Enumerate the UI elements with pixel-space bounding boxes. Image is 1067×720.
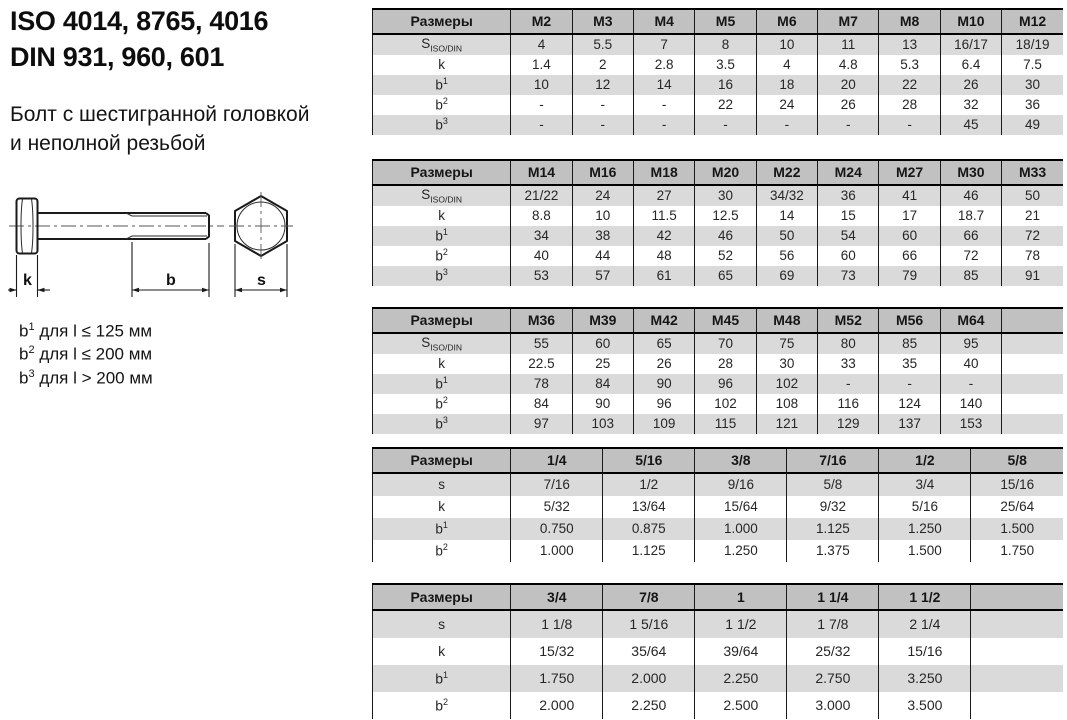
value-cell: 3.500 xyxy=(879,692,971,719)
value-cell: 1.125 xyxy=(787,518,879,540)
column-header: M18 xyxy=(633,160,694,185)
value-cell: 1.375 xyxy=(787,540,879,562)
row-label: $S_{ISO/DIN}$ xyxy=(373,333,511,354)
column-header: 1 1/4 xyxy=(787,584,879,610)
dim-label-k: k xyxy=(23,272,32,289)
value-cell: 96 xyxy=(633,394,694,414)
table-row xyxy=(373,374,1064,394)
value-cell: 90 xyxy=(633,374,694,394)
column-header xyxy=(971,584,1063,610)
value-cell: 53 xyxy=(511,266,572,286)
table-row xyxy=(373,518,1064,540)
value-cell: 18.7 xyxy=(940,206,1001,226)
table-row xyxy=(373,496,1064,518)
value-cell: 14 xyxy=(756,206,817,226)
value-cell: 24 xyxy=(756,95,817,115)
value-cell: 17 xyxy=(879,206,940,226)
value-cell: 1/2 xyxy=(603,473,695,496)
value-cell: 116 xyxy=(818,394,879,414)
value-cell: 46 xyxy=(695,226,756,246)
value-cell: 48 xyxy=(633,246,694,266)
value-cell: 7/16 xyxy=(511,473,603,496)
value-cell: 7.5 xyxy=(1023,56,1042,72)
value-cell: 5/32 xyxy=(511,496,603,518)
value-cell: 1.4 xyxy=(511,55,572,75)
table-row xyxy=(373,394,1064,414)
bolt-drawing-svg xyxy=(8,186,310,314)
column-header: 1/2 xyxy=(879,448,971,473)
value-cell: 15 xyxy=(818,206,879,226)
value-cell: 97 xyxy=(511,414,572,434)
value-cell: 80 xyxy=(818,333,879,354)
value-cell: 9/32 xyxy=(787,496,879,518)
value-cell: 20 xyxy=(818,75,879,95)
column-header: 1 1/2 xyxy=(879,584,971,610)
value-cell: 91 xyxy=(1025,267,1041,283)
value-cell: 84 xyxy=(572,374,633,394)
tables-panel xyxy=(372,0,1063,719)
table-row xyxy=(373,206,1064,226)
column-header: M36 xyxy=(511,308,572,333)
value-cell: 26 xyxy=(633,354,694,374)
table-row xyxy=(373,638,1064,665)
value-cell: 3/4 xyxy=(879,473,971,496)
column-header: M3 xyxy=(572,9,633,34)
value-cell: 108 xyxy=(756,394,817,414)
value-cell: 85 xyxy=(879,333,940,354)
header-row xyxy=(373,9,1064,34)
value-cell: 6.4 xyxy=(940,55,1001,75)
column-header: M42 xyxy=(633,308,694,333)
row-label: $S_{ISO/DIN}$ xyxy=(373,185,511,206)
value-cell: 60 xyxy=(879,226,940,246)
value-cell: 72 xyxy=(1025,227,1041,243)
column-header: 1/4 xyxy=(511,448,603,473)
dimension-table-5 xyxy=(372,583,1063,719)
row-label: $b^3$ xyxy=(373,266,511,286)
header-row xyxy=(373,160,1064,185)
value-cell: 121 xyxy=(756,414,817,434)
value-cell: 2.000 xyxy=(603,665,695,692)
column-header: M14 xyxy=(511,160,572,185)
column-header: M52 xyxy=(818,308,879,333)
dimension-table-2 xyxy=(372,159,1063,286)
subtitle-line-1: Болт с шестигранной головкой xyxy=(10,103,310,127)
column-header: M6 xyxy=(756,9,817,34)
header-row xyxy=(373,448,1064,473)
table-row xyxy=(373,610,1064,638)
column-header: M10 xyxy=(940,9,1001,34)
column-header: 5/16 xyxy=(603,448,695,473)
value-cell: 11.5 xyxy=(633,206,694,226)
value-cell: 2.250 xyxy=(695,665,787,692)
value-cell: 115 xyxy=(695,414,756,434)
value-cell: 3.000 xyxy=(787,692,879,719)
value-cell: 28 xyxy=(879,95,940,115)
value-cell: - xyxy=(940,374,1001,394)
value-cell: 1.125 xyxy=(603,540,695,562)
value-cell: 140 xyxy=(940,394,1001,414)
value-cell: 36 xyxy=(1025,96,1041,112)
subtitle-line-2: и неполной резьбой xyxy=(10,131,206,155)
table-row xyxy=(373,115,1064,135)
value-cell: - xyxy=(633,115,694,135)
page-title-din: DIN 931, 960, 601 xyxy=(10,41,225,72)
value-cell: - xyxy=(633,95,694,115)
value-cell: 34/32 xyxy=(756,185,817,206)
value-cell: - xyxy=(818,374,879,394)
row-label: $b^1$ xyxy=(373,75,511,95)
value-cell: - xyxy=(818,115,879,135)
value-cell: 1.750 xyxy=(1000,542,1035,558)
column-header: M33 xyxy=(1002,160,1063,185)
value-cell: 2.8 xyxy=(633,55,694,75)
table-row xyxy=(373,665,1064,692)
value-cell: 4 xyxy=(511,34,572,55)
value-cell: 22.5 xyxy=(511,354,572,374)
value-cell: 129 xyxy=(818,414,879,434)
value-cell: 30 xyxy=(756,354,817,374)
value-cell: 15/16 xyxy=(1000,476,1035,492)
value-cell: 1.000 xyxy=(511,540,603,562)
value-cell: 50 xyxy=(756,226,817,246)
value-cell: 1 7/8 xyxy=(787,610,879,638)
value-cell: 54 xyxy=(818,226,879,246)
value-cell: 73 xyxy=(818,266,879,286)
value-cell: - xyxy=(572,95,633,115)
value-cell: 49 xyxy=(1025,116,1041,132)
value-cell: 103 xyxy=(572,414,633,434)
row-label: $b^1$ xyxy=(373,665,511,692)
value-cell: 3.250 xyxy=(879,665,971,692)
value-cell: 12.5 xyxy=(695,206,756,226)
table-row xyxy=(373,333,1064,354)
table-row xyxy=(373,266,1064,286)
value-cell: 2.500 xyxy=(695,692,787,719)
value-cell xyxy=(1002,333,1063,354)
row-label: $b^2$ xyxy=(373,394,511,414)
value-cell: 137 xyxy=(879,414,940,434)
value-cell: 1 5/16 xyxy=(603,610,695,638)
bolt-drawing xyxy=(8,186,310,314)
value-cell: 52 xyxy=(695,246,756,266)
value-cell: 2.750 xyxy=(787,665,879,692)
value-cell: 9/16 xyxy=(695,473,787,496)
value-cell: 65 xyxy=(633,333,694,354)
value-cell: 4 xyxy=(756,55,817,75)
dim-label-s: s xyxy=(257,272,266,289)
value-cell: 1.250 xyxy=(695,540,787,562)
table-row xyxy=(373,95,1064,115)
column-header xyxy=(1002,308,1063,333)
value-cell: - xyxy=(572,115,633,135)
value-cell: 153 xyxy=(940,414,1001,434)
value-cell: 10 xyxy=(511,75,572,95)
column-header: 7/8 xyxy=(603,584,695,610)
value-cell: 3.5 xyxy=(695,55,756,75)
column-header: M5 xyxy=(695,9,756,34)
column-header: M48 xyxy=(756,308,817,333)
value-cell: 25/32 xyxy=(787,638,879,665)
row-label: $b^3$ xyxy=(373,115,511,135)
header-row xyxy=(373,308,1064,333)
value-cell: 50 xyxy=(1025,187,1041,203)
value-cell: 24 xyxy=(572,185,633,206)
value-cell: 78 xyxy=(511,374,572,394)
value-cell: 2 1/4 xyxy=(879,610,971,638)
value-cell: 27 xyxy=(633,185,694,206)
value-cell: 2.250 xyxy=(603,692,695,719)
value-cell: 21 xyxy=(1025,207,1041,223)
column-header: M56 xyxy=(879,308,940,333)
table-row xyxy=(373,692,1064,719)
value-cell: 45 xyxy=(940,115,1001,135)
value-cell: 1 1/8 xyxy=(511,610,603,638)
value-cell: 28 xyxy=(695,354,756,374)
value-cell: 36 xyxy=(818,185,879,206)
value-cell: 15/16 xyxy=(879,638,971,665)
value-cell: 40 xyxy=(940,354,1001,374)
column-header: M39 xyxy=(572,308,633,333)
value-cell: 26 xyxy=(940,75,1001,95)
page-subtitle xyxy=(10,101,368,158)
footnotes xyxy=(19,320,153,390)
value-cell: 38 xyxy=(572,226,633,246)
table-row xyxy=(373,414,1064,434)
value-cell: - xyxy=(879,374,940,394)
value-cell xyxy=(971,665,1063,692)
value-cell: 85 xyxy=(940,266,1001,286)
column-header: M22 xyxy=(756,160,817,185)
value-cell: 5/16 xyxy=(879,496,971,518)
value-cell: 2.000 xyxy=(511,692,603,719)
value-cell: 12 xyxy=(572,75,633,95)
table-row xyxy=(373,473,1064,496)
table-row xyxy=(373,75,1064,95)
dimension-table-1 xyxy=(372,8,1063,135)
value-cell: 75 xyxy=(756,333,817,354)
value-cell: 39/64 xyxy=(695,638,787,665)
value-cell: - xyxy=(695,115,756,135)
value-cell: 13/64 xyxy=(603,496,695,518)
value-cell: 61 xyxy=(633,266,694,286)
table-header-label: Размеры xyxy=(373,308,511,333)
row-label: $b^1$ xyxy=(373,518,511,540)
column-header: M30 xyxy=(940,160,1001,185)
dim-label-b: b xyxy=(166,272,176,289)
row-label: $b^2$ xyxy=(373,95,511,115)
value-cell: 1.000 xyxy=(695,518,787,540)
row-label: k xyxy=(373,496,511,518)
value-cell xyxy=(1002,414,1063,434)
page-title-iso: ISO 4014, 8765, 4016 xyxy=(10,6,269,36)
value-cell: 0.875 xyxy=(603,518,695,540)
value-cell: 2 xyxy=(572,55,633,75)
value-cell: 5.3 xyxy=(879,55,940,75)
value-cell: 30 xyxy=(1025,76,1041,92)
column-header: M27 xyxy=(879,160,940,185)
footnote-line: $b^1$ для l ≤ 125 мм xyxy=(19,321,153,341)
value-cell: 60 xyxy=(572,333,633,354)
value-cell: 102 xyxy=(756,374,817,394)
value-cell: 16/17 xyxy=(940,34,1001,55)
row-label: s xyxy=(373,610,511,638)
table-header-label: Размеры xyxy=(373,160,511,185)
row-label: s xyxy=(373,473,511,496)
row-label: $b^3$ xyxy=(373,414,511,434)
table-header-label: Размеры xyxy=(373,448,511,473)
row-label: $b^2$ xyxy=(373,692,511,719)
table-header-label: Размеры xyxy=(373,584,511,610)
value-cell: - xyxy=(879,115,940,135)
column-header: M8 xyxy=(879,9,940,34)
table-row xyxy=(373,185,1064,206)
value-cell: 70 xyxy=(695,333,756,354)
value-cell: 46 xyxy=(940,185,1001,206)
column-header: 1 xyxy=(695,584,787,610)
value-cell: 66 xyxy=(879,246,940,266)
value-cell: 66 xyxy=(940,226,1001,246)
column-header: M64 xyxy=(940,308,1001,333)
value-cell: 44 xyxy=(572,246,633,266)
table-row xyxy=(373,34,1064,55)
dimension-table-3 xyxy=(372,307,1063,434)
value-cell: 33 xyxy=(818,354,879,374)
row-label: k xyxy=(373,55,511,75)
value-cell xyxy=(971,692,1063,719)
value-cell: 34 xyxy=(511,226,572,246)
value-cell: 0.750 xyxy=(511,518,603,540)
value-cell: 95 xyxy=(940,333,1001,354)
value-cell: 65 xyxy=(695,266,756,286)
value-cell: 22 xyxy=(879,75,940,95)
value-cell: 32 xyxy=(940,95,1001,115)
left-panel xyxy=(10,4,368,158)
column-header: 3/8 xyxy=(695,448,787,473)
value-cell: 13 xyxy=(879,34,940,55)
value-cell: 8.8 xyxy=(511,206,572,226)
value-cell: 21/22 xyxy=(511,185,572,206)
column-header: 3/4 xyxy=(511,584,603,610)
header-row xyxy=(373,584,1064,610)
table-row xyxy=(373,540,1064,562)
column-header: 7/16 xyxy=(787,448,879,473)
value-cell: 16 xyxy=(695,75,756,95)
value-cell: - xyxy=(756,115,817,135)
value-cell: 35 xyxy=(879,354,940,374)
value-cell: 18 xyxy=(756,75,817,95)
value-cell: 30 xyxy=(695,185,756,206)
value-cell: 1 1/2 xyxy=(695,610,787,638)
value-cell: - xyxy=(511,115,572,135)
value-cell: 124 xyxy=(879,394,940,414)
value-cell xyxy=(1002,374,1063,394)
column-header: M2 xyxy=(511,9,572,34)
value-cell: 26 xyxy=(818,95,879,115)
value-cell: 40 xyxy=(511,246,572,266)
row-label: k xyxy=(373,638,511,665)
column-header: M12 xyxy=(1002,9,1063,34)
row-label: k xyxy=(373,354,511,374)
value-cell: 25 xyxy=(572,354,633,374)
dimension-table-4 xyxy=(372,447,1063,562)
value-cell xyxy=(971,638,1063,665)
value-cell: 90 xyxy=(572,394,633,414)
value-cell: 1.500 xyxy=(879,540,971,562)
value-cell: 22 xyxy=(695,95,756,115)
value-cell: 55 xyxy=(511,333,572,354)
footnote-line: $b^2$ для l ≤ 200 мм xyxy=(19,344,153,364)
value-cell xyxy=(1002,354,1063,374)
value-cell: 35/64 xyxy=(603,638,695,665)
value-cell: 109 xyxy=(633,414,694,434)
row-label: $S_{ISO/DIN}$ xyxy=(373,34,511,55)
value-cell: 1.250 xyxy=(879,518,971,540)
value-cell: 18/19 xyxy=(1015,36,1050,52)
column-header: M4 xyxy=(633,9,694,34)
column-header: M45 xyxy=(695,308,756,333)
value-cell: 69 xyxy=(756,266,817,286)
table-row xyxy=(373,55,1064,75)
row-label: $b^1$ xyxy=(373,374,511,394)
value-cell: 56 xyxy=(756,246,817,266)
row-label: $b^2$ xyxy=(373,540,511,562)
table-header-label: Размеры xyxy=(373,9,511,34)
value-cell: 5/8 xyxy=(787,473,879,496)
value-cell xyxy=(1002,394,1063,414)
footnote-line: $b^3$ для l > 200 мм xyxy=(19,367,153,388)
value-cell: 78 xyxy=(1025,247,1041,263)
value-cell: 10 xyxy=(572,206,633,226)
column-header: M20 xyxy=(695,160,756,185)
value-cell: 11 xyxy=(818,34,879,55)
row-label: k xyxy=(373,206,511,226)
value-cell: 79 xyxy=(879,266,940,286)
value-cell: 5.5 xyxy=(572,34,633,55)
value-cell: 1.500 xyxy=(1000,520,1035,536)
value-cell: 96 xyxy=(695,374,756,394)
column-header: M7 xyxy=(818,9,879,34)
value-cell: 102 xyxy=(695,394,756,414)
row-label: $b^2$ xyxy=(373,246,511,266)
value-cell: 15/64 xyxy=(695,496,787,518)
table-row xyxy=(373,246,1064,266)
value-cell: 42 xyxy=(633,226,694,246)
value-cell: 41 xyxy=(879,185,940,206)
value-cell: 14 xyxy=(633,75,694,95)
value-cell: 8 xyxy=(695,34,756,55)
column-header: M16 xyxy=(572,160,633,185)
value-cell: 7 xyxy=(633,34,694,55)
column-header: 5/8 xyxy=(971,448,1063,473)
value-cell: 15/32 xyxy=(511,638,603,665)
value-cell: 4.8 xyxy=(818,55,879,75)
row-label: $b^1$ xyxy=(373,226,511,246)
value-cell: 84 xyxy=(511,394,572,414)
table-row xyxy=(373,354,1064,374)
column-header: M24 xyxy=(818,160,879,185)
value-cell: 60 xyxy=(818,246,879,266)
value-cell: - xyxy=(511,95,572,115)
table-row xyxy=(373,226,1064,246)
value-cell: 25/64 xyxy=(1000,498,1035,514)
value-cell xyxy=(971,610,1063,638)
value-cell: 72 xyxy=(940,246,1001,266)
value-cell: 57 xyxy=(572,266,633,286)
value-cell: 1.750 xyxy=(511,665,603,692)
value-cell: 10 xyxy=(756,34,817,55)
